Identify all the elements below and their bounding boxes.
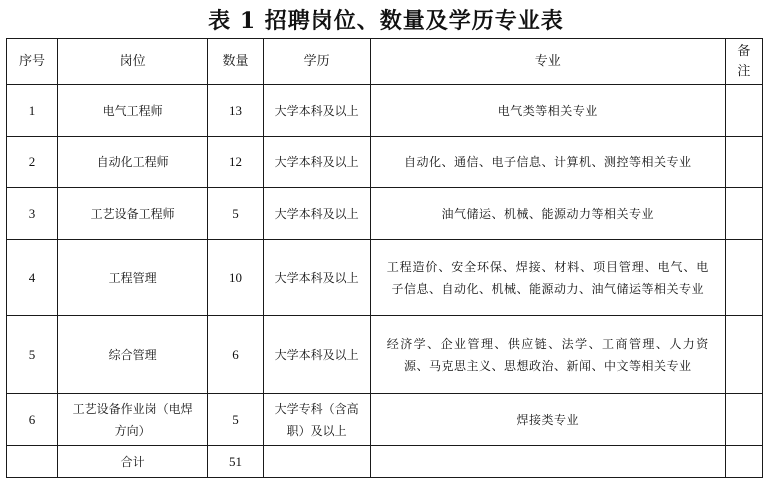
row-education <box>263 137 370 188</box>
recruitment-table <box>6 38 763 478</box>
row-major-text: 焊接类专业 <box>516 412 579 427</box>
header-education: 学历 <box>263 39 370 85</box>
row-major-text: 电气类等相关专业 <box>497 103 598 118</box>
row-note <box>725 394 762 446</box>
row-education <box>263 188 370 240</box>
row-education-text: 大学本科及以上 <box>274 270 359 285</box>
row-no: 6 <box>7 394 58 446</box>
row-count: 6 <box>208 316 263 394</box>
table-row <box>7 188 763 240</box>
row-major <box>370 394 725 446</box>
row-position: 自动化工程师 <box>57 137 208 188</box>
total-no <box>7 446 58 478</box>
row-education <box>263 85 370 137</box>
row-education <box>263 316 370 394</box>
table-row <box>7 240 763 316</box>
table-row <box>7 394 763 446</box>
row-count: 5 <box>208 188 263 240</box>
row-position <box>57 394 208 446</box>
header-count: 数量 <box>208 39 263 85</box>
row-count: 12 <box>208 137 263 188</box>
row-major <box>370 188 725 240</box>
row-major <box>370 85 725 137</box>
row-major-text: 油气储运、机械、能源动力等相关专业 <box>441 206 654 221</box>
table-total-row <box>7 446 763 478</box>
total-label: 合计 <box>57 446 208 478</box>
row-major <box>370 240 725 316</box>
row-education-text: 大学本科及以上 <box>274 206 359 221</box>
row-education-text: 大学本科及以上 <box>274 103 359 118</box>
row-major-text: 自动化、通信、电子信息、计算机、测控等相关专业 <box>403 155 692 169</box>
row-position-text: 工艺设备作业岗（电焊方向） <box>72 401 193 438</box>
row-major <box>370 137 725 188</box>
table-header-row <box>7 39 763 85</box>
row-education-text: 大学本科及以上 <box>274 347 359 362</box>
table-row <box>7 85 763 137</box>
row-no: 2 <box>7 137 58 188</box>
row-count: 5 <box>208 394 263 446</box>
row-education-text: 大学本科及以上 <box>274 155 359 169</box>
total-note <box>725 446 762 478</box>
row-note <box>725 85 762 137</box>
table-title: 表 1 招聘岗位、数量及学历专业表 <box>208 8 564 34</box>
row-major-text: 经济学、企业管理、供应链、法学、工商管理、人力资源、马克思主义、思想政治、新闻、中文等相关专业 <box>386 336 709 373</box>
table-row <box>7 316 763 394</box>
header-note-line1: 备 <box>737 43 751 59</box>
total-count: 51 <box>208 446 263 478</box>
row-note <box>725 316 762 394</box>
total-major <box>370 446 725 478</box>
header-major: 专业 <box>370 39 725 85</box>
row-education <box>263 240 370 316</box>
header-note-line2: 注 <box>737 63 751 79</box>
row-note <box>725 137 762 188</box>
row-position: 综合管理 <box>57 316 208 394</box>
row-no: 5 <box>7 316 58 394</box>
row-major <box>370 316 725 394</box>
header-note <box>725 39 762 85</box>
row-position: 电气工程师 <box>57 85 208 137</box>
row-no: 3 <box>7 188 58 240</box>
row-major-text: 工程造价、安全环保、焊接、材料、项目管理、电气、电子信息、自动化、机械、能源动力、油气储运等相关专业 <box>386 259 709 296</box>
header-position: 岗位 <box>57 39 208 85</box>
row-position: 工程管理 <box>57 240 208 316</box>
row-count: 13 <box>208 85 263 137</box>
row-position: 工艺设备工程师 <box>57 188 208 240</box>
table-row <box>7 137 763 188</box>
row-note <box>725 240 762 316</box>
row-education-text: 大学专科（含高职）及以上 <box>274 401 359 438</box>
header-no: 序号 <box>7 39 58 85</box>
row-no: 1 <box>7 85 58 137</box>
row-education <box>263 394 370 446</box>
row-note <box>725 188 762 240</box>
row-no: 4 <box>7 240 58 316</box>
row-count: 10 <box>208 240 263 316</box>
total-education <box>263 446 370 478</box>
